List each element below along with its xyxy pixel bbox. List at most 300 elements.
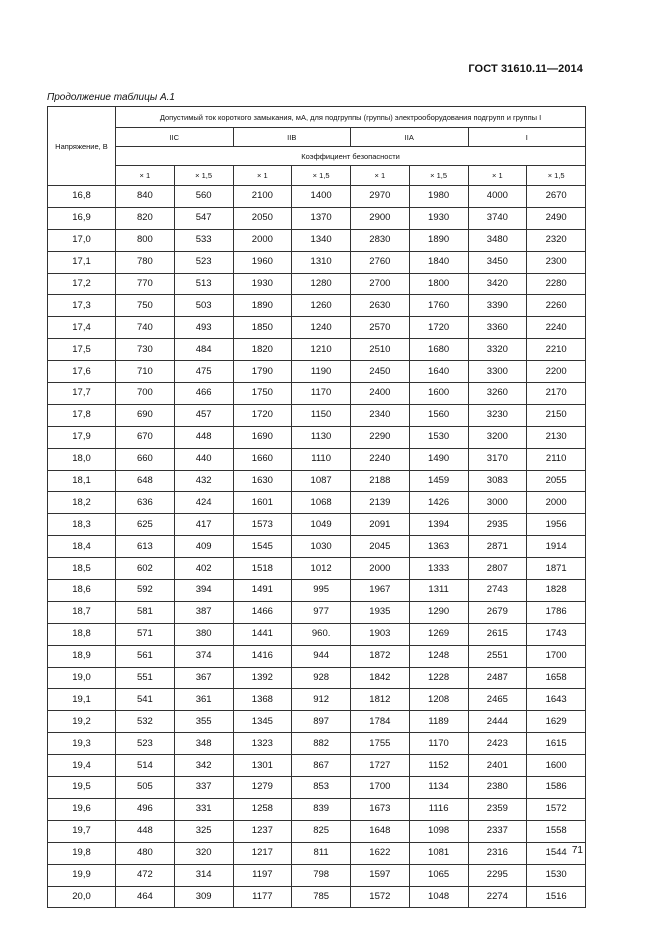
current-value-cell: 1170	[409, 733, 468, 755]
current-value-cell: 1490	[409, 448, 468, 470]
current-value-cell: 1310	[292, 251, 351, 273]
current-value-cell: 2444	[468, 711, 527, 733]
voltage-cell: 19,3	[48, 733, 116, 755]
table-row	[48, 492, 586, 514]
current-value-cell: 839	[292, 798, 351, 820]
table-row	[48, 361, 586, 383]
current-value-cell: 648	[116, 470, 175, 492]
current-value-cell: 592	[116, 580, 175, 602]
current-value-cell: 825	[292, 820, 351, 842]
table-row	[48, 886, 586, 908]
current-value-cell: 547	[174, 207, 233, 229]
current-value-cell: 3480	[468, 229, 527, 251]
current-value-cell: 581	[116, 601, 175, 623]
current-value-cell: 448	[116, 820, 175, 842]
current-value-cell: 325	[174, 820, 233, 842]
current-value-cell: 1629	[527, 711, 586, 733]
current-value-cell: 440	[174, 448, 233, 470]
current-value-cell: 1956	[527, 514, 586, 536]
current-value-cell: 1935	[351, 601, 410, 623]
voltage-cell: 18,0	[48, 448, 116, 470]
voltage-cell: 17,8	[48, 404, 116, 426]
current-value-cell: 457	[174, 404, 233, 426]
table-row	[48, 820, 586, 842]
current-value-cell: 1812	[351, 689, 410, 711]
current-value-cell: 342	[174, 755, 233, 777]
current-value-cell: 1700	[351, 777, 410, 799]
factor-header: × 1	[468, 166, 527, 186]
voltage-cell: 16,8	[48, 186, 116, 208]
current-value-cell: 2423	[468, 733, 527, 755]
voltage-cell: 17,4	[48, 317, 116, 339]
table-row	[48, 514, 586, 536]
current-value-cell: 2274	[468, 886, 527, 908]
current-value-cell: 1279	[233, 777, 292, 799]
current-value-cell: 625	[116, 514, 175, 536]
current-value-cell: 1960	[233, 251, 292, 273]
table-row	[48, 733, 586, 755]
current-value-cell: 424	[174, 492, 233, 514]
current-value-cell: 1363	[409, 536, 468, 558]
current-value-cell: 1903	[351, 623, 410, 645]
table-row	[48, 207, 586, 229]
current-value-cell: 800	[116, 229, 175, 251]
current-value-cell: 840	[116, 186, 175, 208]
voltage-cell: 19,6	[48, 798, 116, 820]
current-value-cell: 466	[174, 383, 233, 405]
current-value-cell: 348	[174, 733, 233, 755]
current-value-cell: 1558	[527, 820, 586, 842]
current-value-cell: 2240	[527, 317, 586, 339]
current-value-cell: 337	[174, 777, 233, 799]
current-value-cell: 2260	[527, 295, 586, 317]
voltage-cell: 19,2	[48, 711, 116, 733]
current-value-cell: 2551	[468, 645, 527, 667]
current-value-cell: 309	[174, 886, 233, 908]
current-value-cell: 1980	[409, 186, 468, 208]
current-value-cell: 1660	[233, 448, 292, 470]
current-value-cell: 928	[292, 667, 351, 689]
current-value-cell: 2743	[468, 580, 527, 602]
current-value-cell: 3260	[468, 383, 527, 405]
current-value-cell: 464	[116, 886, 175, 908]
current-value-cell: 1030	[292, 536, 351, 558]
current-value-cell: 571	[116, 623, 175, 645]
current-value-cell: 1392	[233, 667, 292, 689]
table-row	[48, 667, 586, 689]
current-value-cell: 2670	[527, 186, 586, 208]
current-value-cell: 670	[116, 426, 175, 448]
current-value-cell: 2615	[468, 623, 527, 645]
current-value-cell: 402	[174, 558, 233, 580]
current-value-cell: 1840	[409, 251, 468, 273]
voltage-cell: 19,7	[48, 820, 116, 842]
current-value-cell: 1134	[409, 777, 468, 799]
current-value-cell: 867	[292, 755, 351, 777]
current-value-cell: 2380	[468, 777, 527, 799]
current-value-cell: 798	[292, 864, 351, 886]
table-row	[48, 755, 586, 777]
current-value-cell: 1110	[292, 448, 351, 470]
current-value-cell: 1755	[351, 733, 410, 755]
table-row	[48, 426, 586, 448]
table-body	[48, 186, 586, 908]
table-row	[48, 295, 586, 317]
current-value-cell: 2295	[468, 864, 527, 886]
table-row	[48, 383, 586, 405]
current-value-cell: 1648	[351, 820, 410, 842]
current-value-cell: 1130	[292, 426, 351, 448]
current-value-cell: 780	[116, 251, 175, 273]
current-value-cell: 484	[174, 339, 233, 361]
current-value-cell: 1081	[409, 842, 468, 864]
current-value-cell: 1400	[292, 186, 351, 208]
current-value-cell: 533	[174, 229, 233, 251]
current-value-cell: 1248	[409, 645, 468, 667]
current-value-cell: 1269	[409, 623, 468, 645]
current-value-cell: 2316	[468, 842, 527, 864]
current-value-cell: 3390	[468, 295, 527, 317]
group-header-i: I	[468, 128, 586, 147]
current-value-cell: 1190	[292, 361, 351, 383]
current-value-cell: 853	[292, 777, 351, 799]
table-caption: Продолжение таблицы А.1	[47, 92, 175, 103]
current-value-cell: 660	[116, 448, 175, 470]
current-value-cell: 1416	[233, 645, 292, 667]
current-value-cell: 1871	[527, 558, 586, 580]
current-value-cell: 1150	[292, 404, 351, 426]
current-value-cell: 1301	[233, 755, 292, 777]
current-value-cell: 3200	[468, 426, 527, 448]
voltage-column-header: Напряжение, В	[48, 107, 116, 186]
voltage-cell: 17,1	[48, 251, 116, 273]
voltage-cell: 20,0	[48, 886, 116, 908]
current-value-cell: 1459	[409, 470, 468, 492]
current-value-cell: 2401	[468, 755, 527, 777]
current-value-cell: 1890	[233, 295, 292, 317]
current-value-cell: 1530	[527, 864, 586, 886]
current-value-cell: 700	[116, 383, 175, 405]
current-value-cell: 523	[116, 733, 175, 755]
current-value-cell: 770	[116, 273, 175, 295]
current-value-cell: 503	[174, 295, 233, 317]
voltage-cell: 17,3	[48, 295, 116, 317]
current-value-cell: 944	[292, 645, 351, 667]
table-row	[48, 711, 586, 733]
current-value-cell: 1098	[409, 820, 468, 842]
table-row	[48, 777, 586, 799]
current-value-cell: 1930	[233, 273, 292, 295]
current-value-cell: 513	[174, 273, 233, 295]
current-value-cell: 3170	[468, 448, 527, 470]
current-value-cell: 1630	[233, 470, 292, 492]
table-row	[48, 623, 586, 645]
voltage-cell: 18,3	[48, 514, 116, 536]
current-value-cell: 1743	[527, 623, 586, 645]
current-value-cell: 1012	[292, 558, 351, 580]
current-value-cell: 2871	[468, 536, 527, 558]
voltage-cell: 16,9	[48, 207, 116, 229]
voltage-cell: 19,5	[48, 777, 116, 799]
current-value-cell: 1573	[233, 514, 292, 536]
current-value-cell: 1189	[409, 711, 468, 733]
current-value-cell: 2100	[233, 186, 292, 208]
table-row	[48, 317, 586, 339]
group-header-iia: IIА	[351, 128, 469, 147]
table-row	[48, 645, 586, 667]
current-value-cell: 3083	[468, 470, 527, 492]
factor-header: × 1,5	[409, 166, 468, 186]
current-value-cell: 2679	[468, 601, 527, 623]
current-value-cell: 730	[116, 339, 175, 361]
current-value-cell: 2900	[351, 207, 410, 229]
current-value-cell: 1065	[409, 864, 468, 886]
voltage-cell: 17,0	[48, 229, 116, 251]
current-value-cell: 1280	[292, 273, 351, 295]
current-value-cell: 2700	[351, 273, 410, 295]
current-value-cell: 602	[116, 558, 175, 580]
current-value-cell: 1690	[233, 426, 292, 448]
current-value-cell: 1560	[409, 404, 468, 426]
current-value-cell: 1680	[409, 339, 468, 361]
current-value-cell: 1914	[527, 536, 586, 558]
current-value-cell: 1727	[351, 755, 410, 777]
current-value-cell: 1370	[292, 207, 351, 229]
factor-header: × 1	[116, 166, 175, 186]
current-value-cell: 523	[174, 251, 233, 273]
current-value-cell: 1640	[409, 361, 468, 383]
current-value-cell: 1572	[351, 886, 410, 908]
current-value-cell: 532	[116, 711, 175, 733]
current-value-cell: 1658	[527, 667, 586, 689]
current-value-cell: 1673	[351, 798, 410, 820]
current-value-cell: 1466	[233, 601, 292, 623]
current-value-cell: 3320	[468, 339, 527, 361]
current-value-cell: 1152	[409, 755, 468, 777]
current-value-cell: 409	[174, 536, 233, 558]
current-value-cell: 2110	[527, 448, 586, 470]
factor-header: × 1	[351, 166, 410, 186]
current-value-cell: 811	[292, 842, 351, 864]
current-value-cell: 1600	[527, 755, 586, 777]
current-value-cell: 1784	[351, 711, 410, 733]
current-value-cell: 3420	[468, 273, 527, 295]
current-header: Допустимый ток короткого замыкания, мА, для подгруппы (группы) электрооборудования подгрупп и группы I	[116, 107, 586, 128]
current-value-cell: 1290	[409, 601, 468, 623]
current-value-cell: 1228	[409, 667, 468, 689]
table-row	[48, 536, 586, 558]
current-value-cell: 387	[174, 601, 233, 623]
current-value-cell: 2055	[527, 470, 586, 492]
current-value-cell: 636	[116, 492, 175, 514]
current-value-cell: 496	[116, 798, 175, 820]
voltage-cell: 17,6	[48, 361, 116, 383]
current-value-cell: 314	[174, 864, 233, 886]
current-value-cell: 882	[292, 733, 351, 755]
current-value-cell: 1890	[409, 229, 468, 251]
current-value-cell: 2320	[527, 229, 586, 251]
current-value-cell: 560	[174, 186, 233, 208]
current-value-cell: 475	[174, 361, 233, 383]
current-value-cell: 1210	[292, 339, 351, 361]
current-value-cell: 2130	[527, 426, 586, 448]
current-value-cell: 2465	[468, 689, 527, 711]
current-value-cell: 2510	[351, 339, 410, 361]
current-value-cell: 1518	[233, 558, 292, 580]
current-value-cell: 2280	[527, 273, 586, 295]
voltage-cell: 19,8	[48, 842, 116, 864]
current-value-cell: 472	[116, 864, 175, 886]
current-value-cell: 2490	[527, 207, 586, 229]
table-row	[48, 448, 586, 470]
voltage-cell: 17,5	[48, 339, 116, 361]
current-value-cell: 1116	[409, 798, 468, 820]
current-value-cell: 2290	[351, 426, 410, 448]
current-value-cell: 2000	[233, 229, 292, 251]
document-standard-header: ГОСТ 31610.11—2014	[468, 63, 583, 75]
current-value-cell: 1967	[351, 580, 410, 602]
current-value-cell: 1530	[409, 426, 468, 448]
current-value-cell: 2340	[351, 404, 410, 426]
current-value-cell: 977	[292, 601, 351, 623]
current-value-cell: 1930	[409, 207, 468, 229]
current-value-cell: 331	[174, 798, 233, 820]
current-value-cell: 960.	[292, 623, 351, 645]
current-value-cell: 3230	[468, 404, 527, 426]
voltage-cell: 18,8	[48, 623, 116, 645]
current-value-cell: 1068	[292, 492, 351, 514]
current-value-cell: 2487	[468, 667, 527, 689]
current-value-cell: 480	[116, 842, 175, 864]
current-value-cell: 1872	[351, 645, 410, 667]
current-value-cell: 1208	[409, 689, 468, 711]
current-value-cell: 1323	[233, 733, 292, 755]
current-value-cell: 1850	[233, 317, 292, 339]
current-value-cell: 1597	[351, 864, 410, 886]
current-value-cell: 1177	[233, 886, 292, 908]
current-value-cell: 1750	[233, 383, 292, 405]
current-value-cell: 2210	[527, 339, 586, 361]
table-row	[48, 842, 586, 864]
voltage-cell: 19,0	[48, 667, 116, 689]
current-value-cell: 785	[292, 886, 351, 908]
table-row	[48, 339, 586, 361]
page-number: 71	[571, 845, 583, 856]
voltage-cell: 18,2	[48, 492, 116, 514]
current-value-cell: 2807	[468, 558, 527, 580]
current-value-cell: 912	[292, 689, 351, 711]
current-value-cell: 1049	[292, 514, 351, 536]
group-header-iic: IIС	[116, 128, 234, 147]
current-value-cell: 1600	[409, 383, 468, 405]
current-value-cell: 448	[174, 426, 233, 448]
current-value-cell: 2188	[351, 470, 410, 492]
table-row	[48, 798, 586, 820]
current-value-cell: 1345	[233, 711, 292, 733]
voltage-cell: 18,4	[48, 536, 116, 558]
current-value-cell: 394	[174, 580, 233, 602]
current-value-cell: 374	[174, 645, 233, 667]
current-value-cell: 1720	[233, 404, 292, 426]
voltage-cell: 18,9	[48, 645, 116, 667]
current-value-cell: 613	[116, 536, 175, 558]
voltage-cell: 18,7	[48, 601, 116, 623]
current-value-cell: 2450	[351, 361, 410, 383]
voltage-cell: 18,6	[48, 580, 116, 602]
current-value-cell: 2970	[351, 186, 410, 208]
current-value-cell: 2000	[527, 492, 586, 514]
current-value-cell: 1394	[409, 514, 468, 536]
current-value-cell: 1087	[292, 470, 351, 492]
current-value-cell: 2760	[351, 251, 410, 273]
table-row	[48, 689, 586, 711]
current-value-cell: 2337	[468, 820, 527, 842]
current-value-cell: 1786	[527, 601, 586, 623]
current-value-cell: 2150	[527, 404, 586, 426]
table-row	[48, 229, 586, 251]
current-value-cell: 561	[116, 645, 175, 667]
current-value-cell: 380	[174, 623, 233, 645]
current-value-cell: 2050	[233, 207, 292, 229]
current-value-cell: 505	[116, 777, 175, 799]
current-value-cell: 690	[116, 404, 175, 426]
current-value-cell: 1720	[409, 317, 468, 339]
table-row	[48, 404, 586, 426]
current-value-cell: 1842	[351, 667, 410, 689]
current-value-cell: 1820	[233, 339, 292, 361]
current-value-cell: 1491	[233, 580, 292, 602]
current-value-cell: 1258	[233, 798, 292, 820]
current-value-cell: 541	[116, 689, 175, 711]
current-value-cell: 2400	[351, 383, 410, 405]
current-value-cell: 1197	[233, 864, 292, 886]
current-value-cell: 897	[292, 711, 351, 733]
current-value-cell: 2240	[351, 448, 410, 470]
table-row	[48, 558, 586, 580]
current-value-cell: 3000	[468, 492, 527, 514]
current-value-cell: 1615	[527, 733, 586, 755]
group-header-iib: IIВ	[233, 128, 351, 147]
voltage-cell: 19,4	[48, 755, 116, 777]
current-value-cell: 1586	[527, 777, 586, 799]
current-value-cell: 1643	[527, 689, 586, 711]
table-row	[48, 273, 586, 295]
current-value-cell: 1333	[409, 558, 468, 580]
current-value-cell: 1622	[351, 842, 410, 864]
current-value-cell: 551	[116, 667, 175, 689]
current-value-cell: 1260	[292, 295, 351, 317]
voltage-cell: 17,2	[48, 273, 116, 295]
current-value-cell: 1790	[233, 361, 292, 383]
current-value-cell: 1311	[409, 580, 468, 602]
current-value-cell: 320	[174, 842, 233, 864]
current-value-cell: 1340	[292, 229, 351, 251]
current-value-cell: 2045	[351, 536, 410, 558]
voltage-cell: 18,1	[48, 470, 116, 492]
table-row	[48, 186, 586, 208]
current-value-cell: 1828	[527, 580, 586, 602]
current-value-cell: 1544	[527, 842, 586, 864]
current-value-cell: 2000	[351, 558, 410, 580]
current-value-cell: 1800	[409, 273, 468, 295]
current-value-cell: 2830	[351, 229, 410, 251]
factor-header: × 1,5	[292, 166, 351, 186]
current-value-cell: 2630	[351, 295, 410, 317]
factor-header: × 1,5	[174, 166, 233, 186]
current-value-cell: 2091	[351, 514, 410, 536]
current-value-cell: 2200	[527, 361, 586, 383]
current-value-cell: 1217	[233, 842, 292, 864]
